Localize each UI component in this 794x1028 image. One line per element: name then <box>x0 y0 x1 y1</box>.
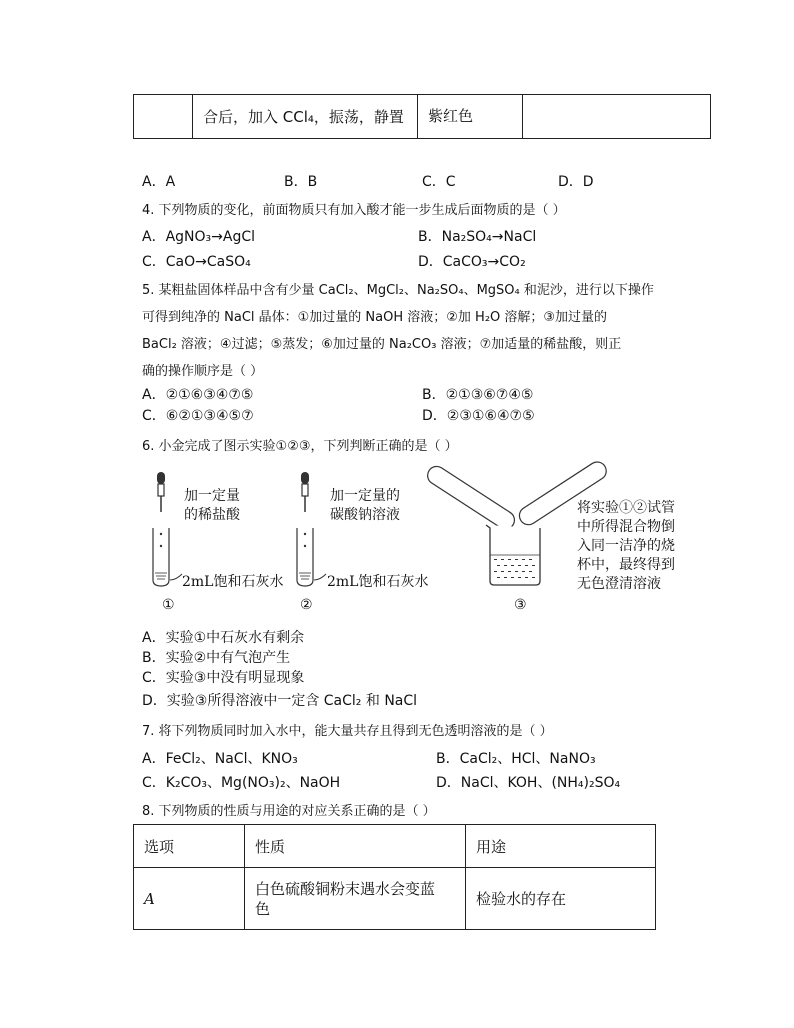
q6-stem: 6. 小金完成了图示实验①②③，下列判断正确的是（ ） <box>142 439 458 454</box>
figure-3-text-line-2: 中所得混合物倒 <box>577 519 675 535</box>
figure-3-number: ③ <box>514 597 527 613</box>
q4-option-b: B．Na₂SO₄→NaCl <box>418 229 537 245</box>
figure-2-number: ② <box>300 597 313 613</box>
q4-option-a: A．AgNO₃→AgCl <box>142 229 256 245</box>
q4-option-d: D．CaCO₃→CO₂ <box>418 254 526 270</box>
top-table <box>133 94 711 139</box>
figure-1-number: ① <box>162 597 175 613</box>
figure-2-label-line-a: 加一定量的 <box>330 488 400 504</box>
figure-3-text-line-1: 将实验①②试管 <box>577 500 675 516</box>
q8-row1-option: A <box>134 868 245 930</box>
q8-table <box>133 824 656 930</box>
top-table-cell-3: 紫红色 <box>418 95 523 139</box>
q4-stem: 4. 下列物质的变化，前面物质只有加入酸才能一步生成后面物质的是（ ） <box>142 203 566 218</box>
q7-option-c: C．K₂CO₃、Mg(NO₃)₂、NaOH <box>142 775 341 791</box>
figure-2-leader-line <box>314 568 328 584</box>
figure-3-text-line-5: 无色澄清溶液 <box>577 576 661 592</box>
q8-header-property: 性质 <box>245 825 466 868</box>
prev-option-c: C．C <box>422 174 456 190</box>
q7-option-a: A．FeCl₂、NaCl、KNO₃ <box>142 751 298 767</box>
q5-option-c: C．⑥②①③④⑤⑦ <box>142 408 254 424</box>
top-table-cell-1 <box>134 95 193 139</box>
figure-1-label-line-a: 加一定量 <box>184 488 240 504</box>
q6-option-d: D．实验③所得溶液中一定含 CaCl₂ 和 NaCl <box>142 693 418 709</box>
q8-stem: 8. 下列物质的性质与用途的对应关系正确的是（ ） <box>142 804 436 819</box>
q6-option-a: A．实验①中石灰水有剩余 <box>142 630 305 646</box>
q8-row1-property-line2: 色 <box>255 899 271 918</box>
prev-option-d: D．D <box>558 174 594 190</box>
q8-header-use: 用途 <box>466 825 656 868</box>
q5-option-a: A．②①⑥③④⑦⑤ <box>142 387 254 403</box>
q7-stem: 7. 将下列物质同时加入水中，能大量共存且得到无色透明溶液的是（ ） <box>142 724 553 739</box>
q8-header-option: 选项 <box>134 825 245 868</box>
prev-option-b: B．B <box>284 174 318 190</box>
q6-option-c: C．实验③中没有明显现象 <box>142 670 305 686</box>
top-table-cell-4 <box>523 95 711 139</box>
q5-line3: BaCl₂ 溶液；④过滤；⑤蒸发；⑥加过量的 Na₂CO₃ 溶液；⑦加适量的稀盐酸，则正 <box>142 337 622 352</box>
q7-option-d: D．NaCl、KOH、(NH₄)₂SO₄ <box>436 775 621 791</box>
figure-3-text-line-3: 入同一洁净的烧 <box>577 538 675 554</box>
figure-2-bottom-label: 2mL饱和石灰水 <box>327 574 429 590</box>
q4-option-c: C．CaO→CaSO₄ <box>142 254 251 270</box>
top-table-cell-2: 合后，加入 CCl₄，振荡，静置 <box>193 95 418 139</box>
q8-row1-property-line1: 白色硫酸铜粉末遇水会变蓝 <box>255 879 436 898</box>
q8-row1-property <box>245 868 466 930</box>
q6-option-b: B．实验②中有气泡产生 <box>142 650 291 666</box>
q5-line1: 5. 某粗盐固体样品中含有少量 CaCl₂、MgCl₂、Na₂SO₄、MgSO₄ 和泥沙，进行以下操作 <box>142 283 654 298</box>
figure-1-label-line-b: 的稀盐酸 <box>184 507 240 523</box>
figure-3-text-line-4: 杯中，最终得到 <box>577 557 675 573</box>
q7-option-b: B．CaCl₂、HCl、NaNO₃ <box>436 751 596 767</box>
figure-1-bottom-label: 2mL饱和石灰水 <box>182 574 284 590</box>
q5-option-d: D．②③①⑥④⑦⑤ <box>422 408 535 424</box>
prev-option-a: A．A <box>142 174 176 190</box>
q8-row1-use: 检验水的存在 <box>466 868 656 930</box>
q5-line2: 可得到纯净的 NaCl 晶体：①加过量的 NaOH 溶液；②加 H₂O 溶解；③加过量的 <box>142 310 608 325</box>
q5-option-b: B．②①③⑥⑦④⑤ <box>422 387 534 403</box>
q5-line4: 确的操作顺序是（ ） <box>142 364 264 379</box>
figure-2-label-line-b: 碳酸钠溶液 <box>330 507 400 523</box>
